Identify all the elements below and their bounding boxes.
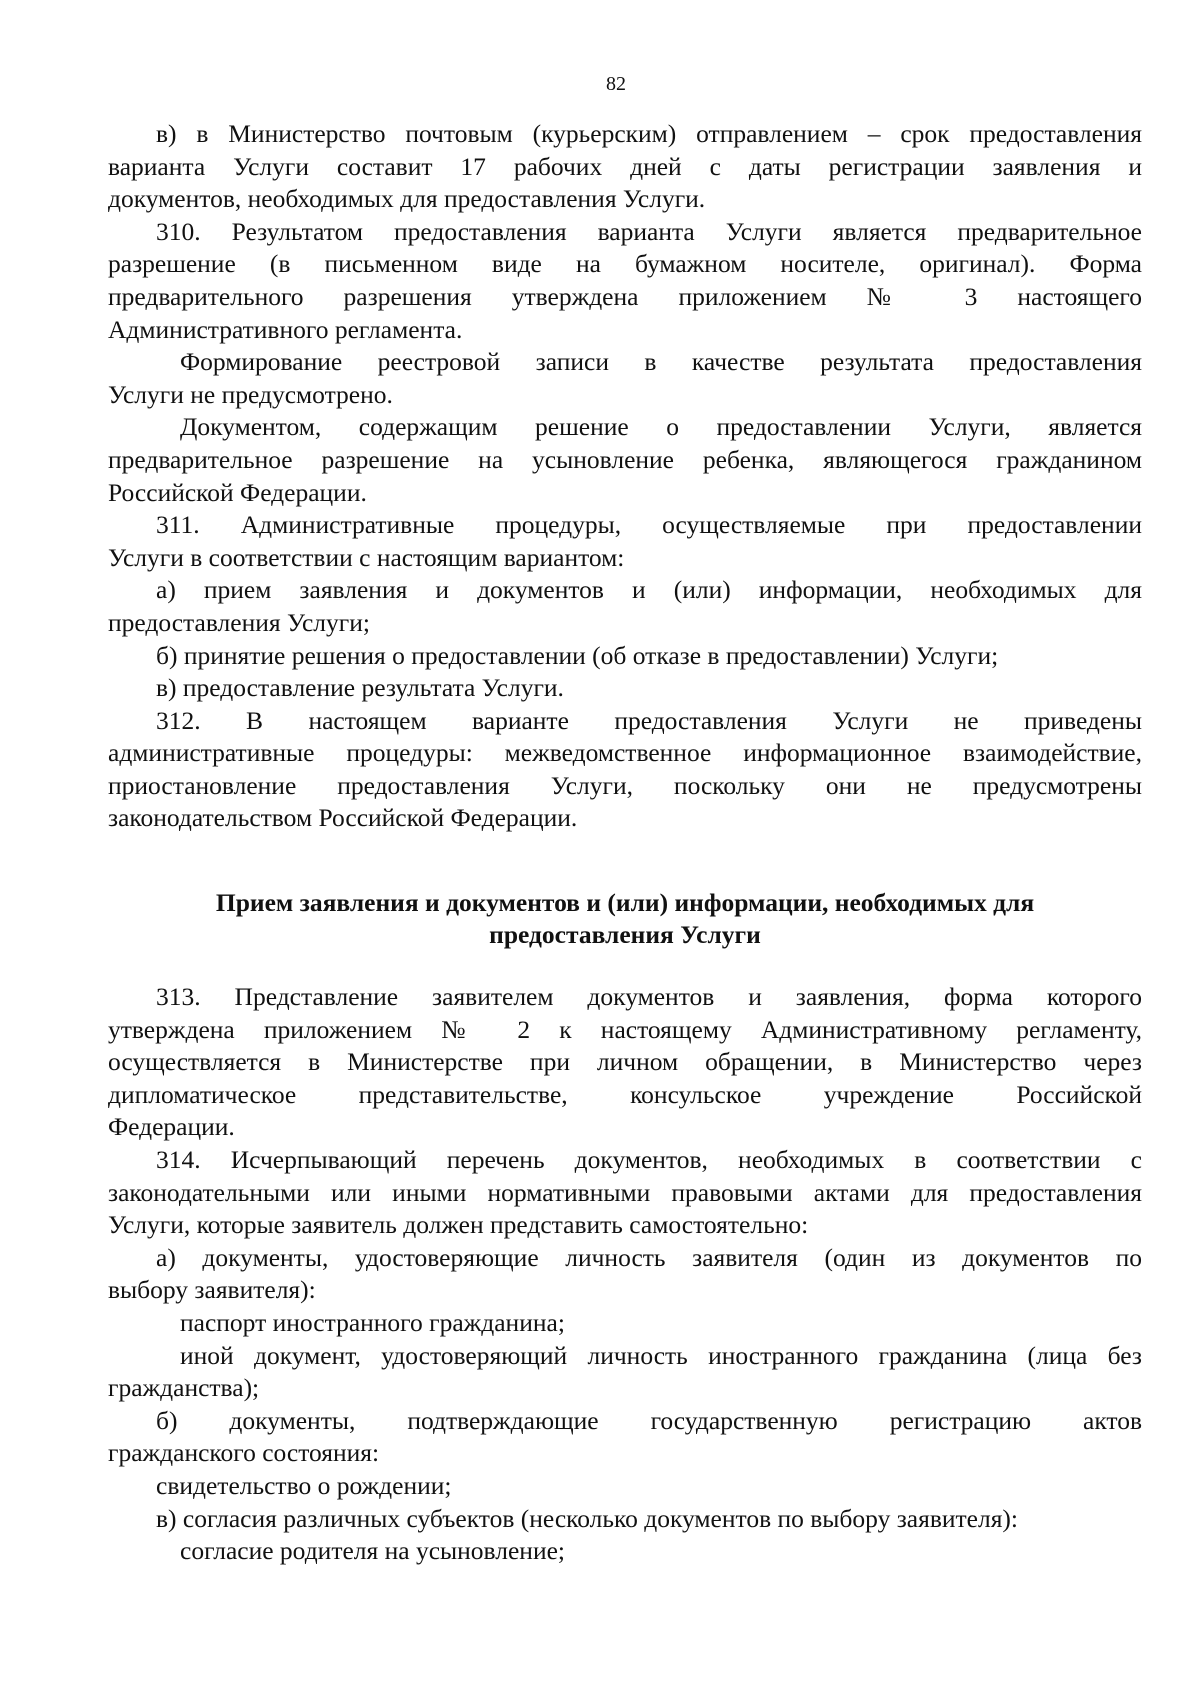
- text-line: предварительного разрешения утверждена приложением № 3 настоящего: [108, 281, 1142, 311]
- text-line: б) документы, подтверждающие государственную регистрацию актов: [156, 1405, 1142, 1435]
- text-line: 313. Представление заявителем документов и заявления, форма которого: [156, 982, 1142, 1012]
- text-line: документов, необходимых для предоставления Услуги.: [108, 184, 706, 214]
- text-line: Услуги, которые заявитель должен представить самостоятельно:: [108, 1210, 809, 1240]
- bottom-paragraph-2: [108, 1144, 1142, 1242]
- text-line: а) прием заявления и документов и (или) информации, необходимых для: [156, 575, 1142, 605]
- bottom-paragraph-1: [108, 981, 1142, 1144]
- top-paragraph-6: [108, 574, 1142, 639]
- text-line: 310. Результатом предоставления варианта Услуги является предварительное: [156, 216, 1142, 246]
- text-line: 311. Административные процедуры, осуществляемые при предоставлении: [156, 510, 1142, 540]
- text-line: Услуги не предусмотрено.: [108, 379, 393, 409]
- text-line: осуществляется в Министерстве при личном обращении, в Министерство через: [108, 1047, 1142, 1077]
- text-line: Формирование реестровой записи в качестве результата предоставления: [180, 347, 1142, 377]
- text-line: 312. В настоящем варианте предоставления Услуги не приведены: [156, 705, 1142, 735]
- text-line: в) предоставление результата Услуги.: [156, 673, 564, 703]
- text-line: а) документы, удостоверяющие личность заявителя (один из документов по: [156, 1242, 1142, 1272]
- text-line: Услуги в соответствии с настоящим вариантом:: [108, 542, 625, 572]
- text-line: Российской Федерации.: [108, 477, 367, 507]
- top-paragraph-4: [108, 411, 1142, 509]
- top-paragraph-5: [108, 509, 1142, 574]
- page-number: 82: [606, 73, 626, 95]
- top-paragraph-3: [108, 346, 1142, 411]
- text-line: выбору заявителя):: [108, 1275, 316, 1305]
- text-line: законодательными или иными нормативными правовыми актами для предоставления: [108, 1177, 1142, 1207]
- text-line: варианта Услуги составит 17 рабочих дней с даты регистрации заявления и: [108, 151, 1142, 181]
- bottom-paragraph-6: [108, 1405, 1142, 1470]
- bottom-paragraph-4: [108, 1307, 1142, 1340]
- text-line: согласие родителя на усыновление;: [180, 1536, 565, 1566]
- section-heading-line-2: предоставления Услуги: [489, 920, 761, 950]
- text-line: дипломатическое представительстве, консульское учреждение Российской: [108, 1079, 1142, 1109]
- section-heading-line-1: Прием заявления и документов и (или) информации, необходимых для: [215, 888, 1035, 918]
- text-line: б) принятие решения о предоставлении (об отказе в предоставлении) Услуги;: [156, 640, 999, 670]
- bottom-paragraph-7: [108, 1470, 1142, 1503]
- text-line: в) в Министерство почтовым (курьерским) отправлением – срок предоставления: [156, 119, 1142, 148]
- text-line: паспорт иностранного гражданина;: [180, 1308, 565, 1337]
- top-paragraph-8: [108, 672, 1142, 705]
- top-paragraph-2: [108, 216, 1142, 346]
- bottom-paragraph-3: [108, 1242, 1142, 1307]
- text-line: гражданства);: [108, 1373, 260, 1403]
- text-line: свидетельство о рождении;: [156, 1470, 452, 1500]
- text-line: предварительное разрешение на усыновление ребенка, являющегося гражданином: [108, 444, 1142, 474]
- text-line: Документом, содержащим решение о предоставлении Услуги, является: [180, 412, 1142, 442]
- top-paragraph-7: [108, 640, 1142, 673]
- text-line: административные процедуры: межведомственное информационное взаимодействие,: [108, 738, 1142, 768]
- text-line: Федерации.: [108, 1112, 235, 1142]
- bottom-paragraph-9: [108, 1535, 1142, 1568]
- section-heading: [108, 887, 1142, 951]
- text-line: 314. Исчерпывающий перечень документов, необходимых в соответствии с: [156, 1145, 1142, 1175]
- top-paragraph-9: [108, 705, 1142, 835]
- body-text-top: [108, 118, 1142, 835]
- text-line: законодательством Российской Федерации.: [108, 803, 578, 833]
- text-line: иной документ, удостоверяющий личность иностранного гражданина (лица без: [180, 1340, 1142, 1370]
- text-line: Административного регламента.: [108, 314, 463, 344]
- top-paragraph-1: [108, 118, 1142, 216]
- text-line: разрешение (в письменном виде на бумажном носителе, оригинал). Форма: [108, 249, 1142, 279]
- bottom-paragraph-8: [108, 1503, 1142, 1536]
- text-line: гражданского состояния:: [108, 1438, 380, 1468]
- text-line: приостановление предоставления Услуги, поскольку они не предусмотрены: [108, 770, 1142, 800]
- body-text-bottom: [108, 981, 1142, 1568]
- text-line: утверждена приложением № 2 к настоящему Административному регламенту,: [108, 1014, 1142, 1044]
- text-line: в) согласия различных субъектов (несколько документов по выбору заявителя):: [156, 1503, 1018, 1533]
- text-line: предоставления Услуги;: [108, 607, 370, 637]
- bottom-paragraph-5: [108, 1340, 1142, 1405]
